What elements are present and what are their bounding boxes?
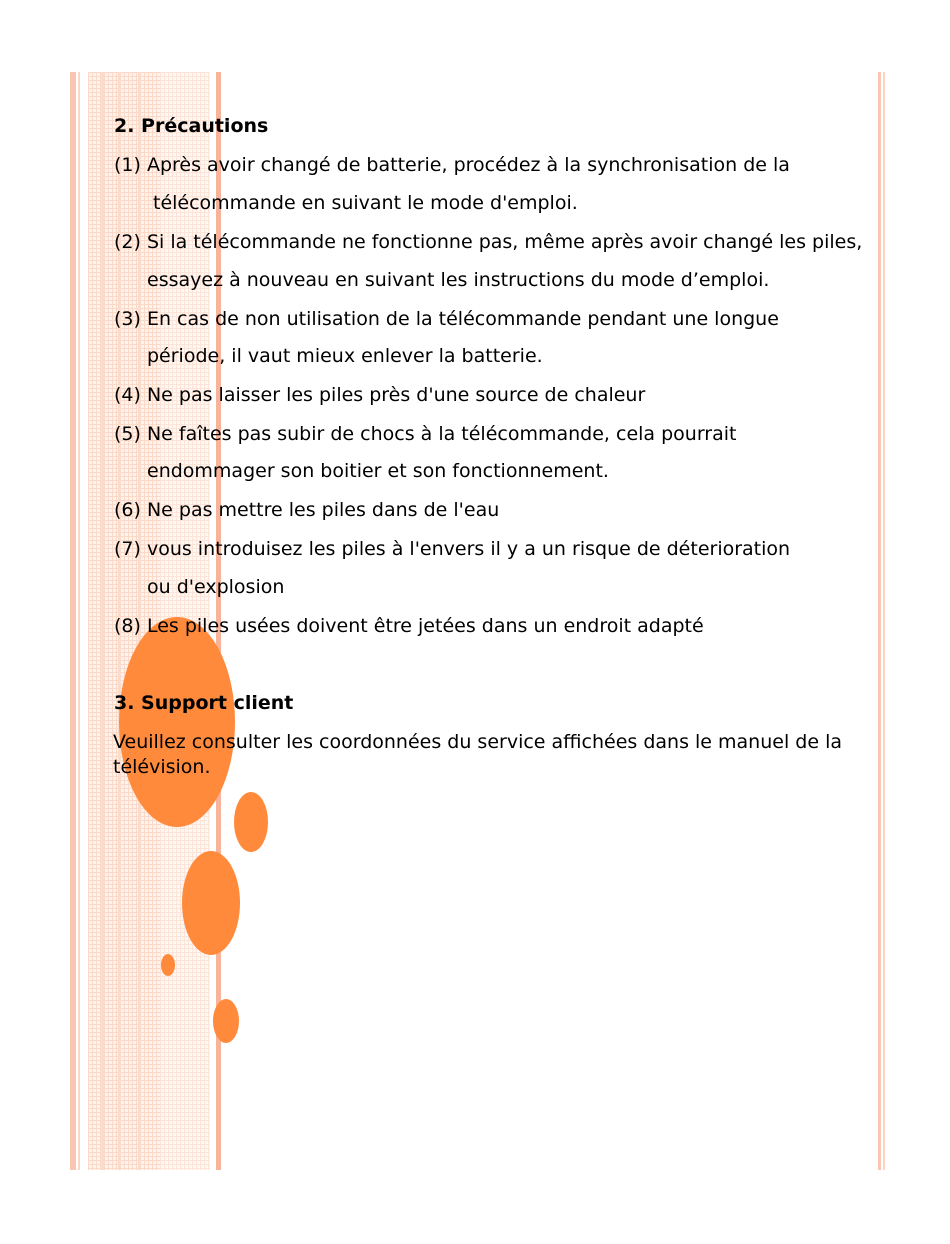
list-item-5-cont: endommager son boitier et son fonctionnement. — [147, 460, 609, 482]
list-item-1-cont: télécommande en suivant le mode d'emploi. — [153, 192, 578, 214]
list-item-2-cont: essayez à nouveau en suivant les instructions du mode d’emploi. — [147, 269, 770, 291]
section-title-precautions: 2. Précautions — [114, 115, 269, 137]
list-item-1: (1) Après avoir changé de batterie, procédez à la synchronisation de la — [114, 154, 790, 176]
support-paragraph: Veuillez consulter les coordonnées du service affichées dans le manuel de la télévision. — [113, 731, 842, 778]
list-item-5: (5) Ne faîtes pas subir de chocs à la télécommande, cela pourrait — [114, 423, 737, 445]
list-item-3-cont: période, il vaut mieux enlever la batterie. — [147, 345, 543, 367]
list-item-6: (6) Ne pas mettre les piles dans de l'eau — [114, 499, 500, 521]
list-item-7-cont: ou d'explosion — [147, 576, 285, 598]
list-item-7: (7) vous introduisez les piles à l'envers il y a un risque de déterioration — [114, 538, 791, 560]
list-item-8: (8) Les piles usées doivent être jetées dans un endroit adapté — [114, 615, 704, 637]
list-item-4: (4) Ne pas laisser les piles près d'une source de chaleur — [114, 384, 646, 406]
list-item-2: (2) Si la télécommande ne fonctionne pas, même après avoir changé les piles, — [114, 231, 863, 253]
list-item-3: (3) En cas de non utilisation de la télécommande pendant une longue — [114, 308, 779, 330]
section-title-support: 3. Support client — [114, 692, 294, 714]
